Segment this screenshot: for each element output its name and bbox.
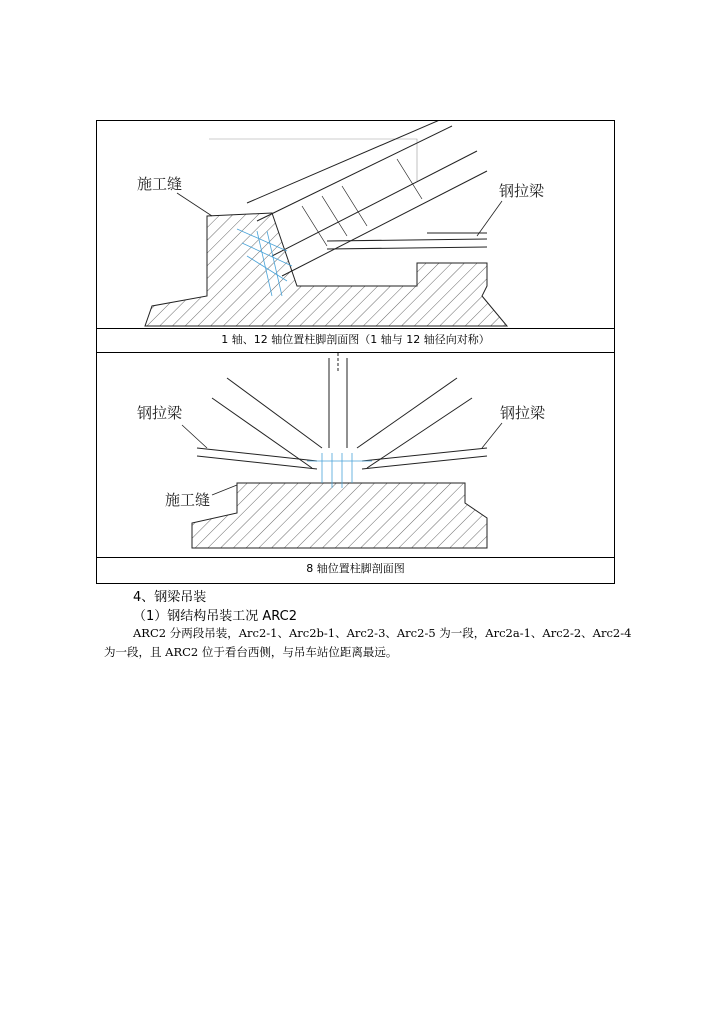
construction-joint-label: 施工缝 bbox=[137, 175, 183, 193]
construction-joint-label-bottom: 施工缝 bbox=[165, 491, 211, 509]
steel-tie-beam-label: 钢拉梁 bbox=[499, 182, 545, 200]
column-foot-section-drawing-axis-1-12 bbox=[97, 121, 614, 328]
figure-caption-2: 8 轴位置柱脚剖面图 bbox=[97, 557, 614, 581]
column-foot-section-drawing-axis-8 bbox=[97, 352, 614, 558]
section-heading: 4、钢梁吊装 bbox=[133, 590, 207, 605]
figure-caption-1: 1 轴、12 轴位置柱脚剖面图（1 轴与 12 轴径向对称） bbox=[97, 328, 614, 352]
figure-table bbox=[96, 120, 615, 584]
steel-tie-beam-left-label: 钢拉梁 bbox=[137, 404, 183, 422]
sub-heading: （1）钢结构吊装工况 ARC2 bbox=[133, 609, 298, 624]
steel-tie-beam-right-label: 钢拉梁 bbox=[500, 404, 546, 422]
body-paragraph: ARC2 分两段吊装，Arc2-1、Arc2b-1、Arc2-3、Arc2-5 为一段，Arc2a-1、Arc2-2、Arc2-4 为一段，且 ARC2 位于看台西侧，与吊车站位距离最远。 bbox=[104, 626, 632, 659]
